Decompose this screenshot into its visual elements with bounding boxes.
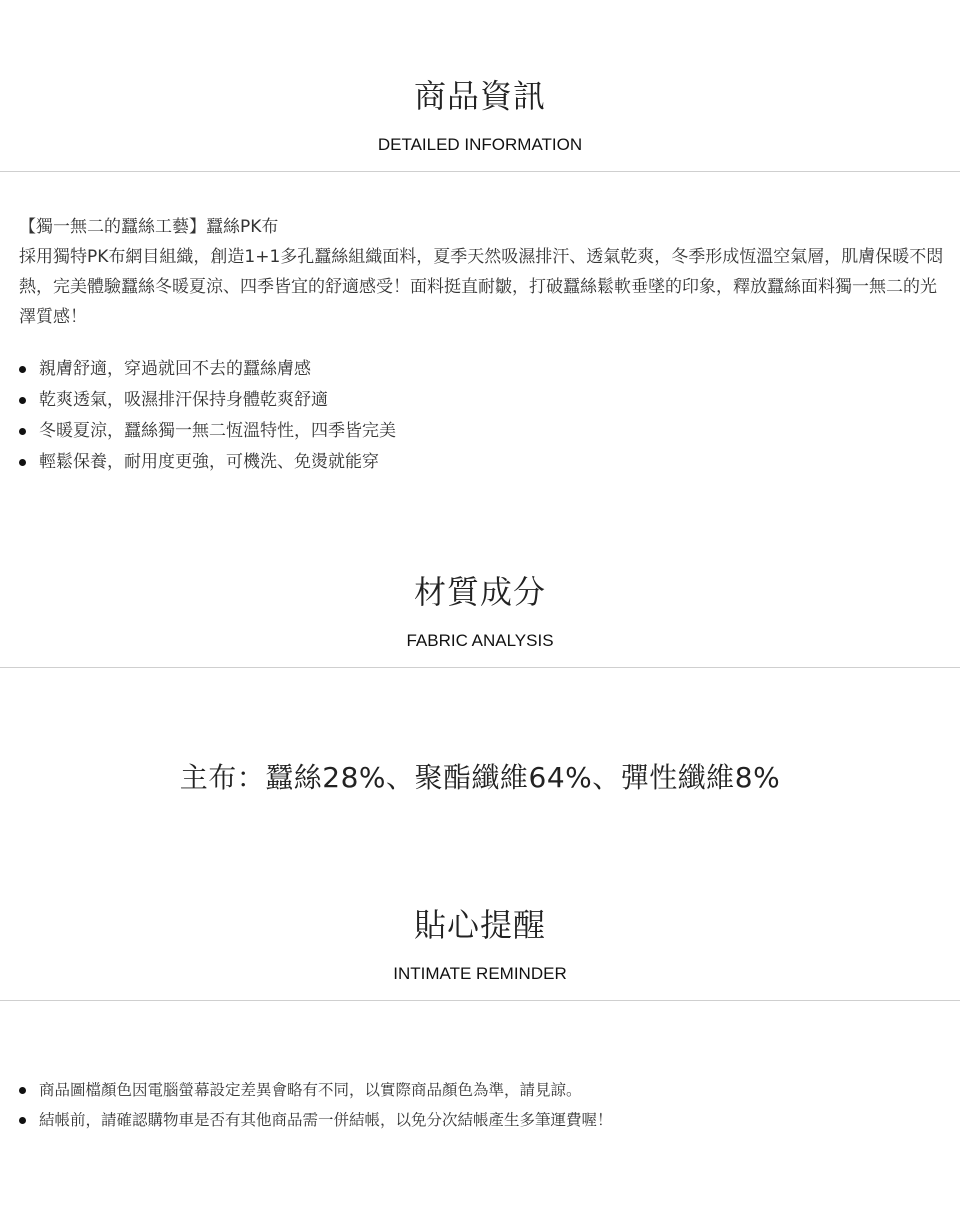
bullet-icon bbox=[19, 1117, 26, 1124]
list-item bbox=[0, 416, 940, 447]
reminder-list bbox=[0, 1075, 940, 1135]
reminder-section-divider bbox=[0, 1000, 960, 1001]
bullet-icon bbox=[19, 1087, 26, 1094]
reminder-section-subtitle: INTIMATE REMINDER bbox=[393, 964, 567, 983]
list-item bbox=[0, 1105, 940, 1135]
feature-text: 乾爽透氣，吸濕排汗保持身體乾爽舒適 bbox=[39, 390, 328, 410]
bullet-icon bbox=[19, 397, 26, 404]
bullet-icon bbox=[19, 459, 26, 466]
reminder-section-title: 貼心提醒 bbox=[413, 906, 546, 944]
fabric-composition: 主布：蠶絲28%、聚酯纖維64%、彈性纖維8% bbox=[179, 761, 781, 794]
info-section-divider bbox=[0, 171, 960, 172]
bullet-icon bbox=[19, 366, 26, 373]
fabric-section-title: 材質成分 bbox=[413, 573, 546, 611]
feature-list bbox=[0, 354, 940, 478]
fabric-section-divider bbox=[0, 667, 960, 668]
list-item bbox=[0, 385, 940, 416]
list-item bbox=[0, 1075, 940, 1105]
feature-text: 親膚舒適，穿過就回不去的蠶絲膚感 bbox=[39, 359, 311, 379]
description-body: 採用獨特PK布網目組織，創造1+1多孔蠶絲組織面料，夏季天然吸濕排汗、透氣乾爽，冬季形成恆溫空氣層，肌膚保暖不悶熱，完美體驗蠶絲冬暖夏涼、四季皆宜的舒適感受！面料挺直耐皺，打破蠶絲鬆軟垂墜的印象，釋放蠶絲面料獨一無二的光澤質感！ bbox=[19, 247, 944, 327]
feature-text: 輕鬆保養，耐用度更強，可機洗、免燙就能穿 bbox=[39, 452, 379, 472]
info-section-title: 商品資訊 bbox=[413, 77, 546, 115]
bullet-icon bbox=[19, 428, 26, 435]
product-description bbox=[19, 212, 947, 332]
list-item bbox=[0, 354, 940, 385]
reminder-text: 結帳前，請確認購物車是否有其他商品需一併結帳，以免分次結帳產生多筆運費喔！ bbox=[39, 1111, 613, 1129]
reminder-text: 商品圖檔顏色因電腦螢幕設定差異會略有不同，以實際商品顏色為準，請見諒。 bbox=[39, 1081, 582, 1099]
description-heading: 【獨一無二的蠶絲工藝】蠶絲PK布 bbox=[19, 217, 279, 237]
list-item bbox=[0, 447, 940, 478]
feature-text: 冬暖夏涼，蠶絲獨一無二恆溫特性，四季皆完美 bbox=[39, 421, 396, 441]
info-section-subtitle: DETAILED INFORMATION bbox=[377, 135, 583, 154]
fabric-section-subtitle: FABRIC ANALYSIS bbox=[406, 631, 554, 650]
